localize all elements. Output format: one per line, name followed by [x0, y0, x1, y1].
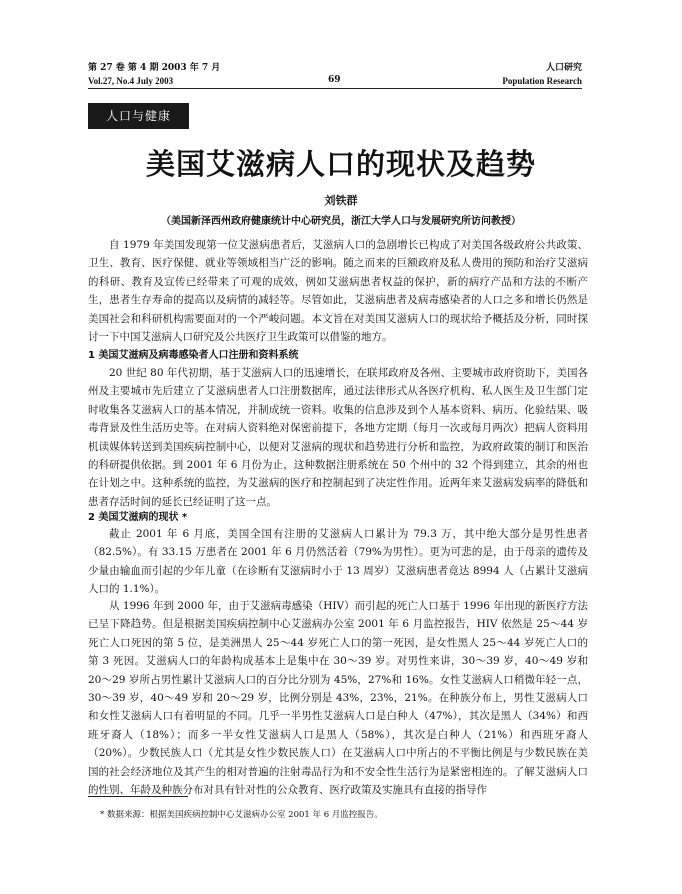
section-2-body-1	[88, 525, 588, 599]
author-affiliation: （美国新泽西州政府健康统计中心研究员，浙江大学人口与发展研究所访问教授）	[161, 216, 521, 227]
header-rule	[88, 88, 582, 89]
section-heading-2: 2 美国艾滋病的现状 *	[88, 512, 188, 523]
section-2-body-2	[88, 597, 588, 799]
column-tag: 人口与健康	[88, 103, 189, 129]
section-2-paragraph-2: 从 1996 年到 2000 年，由于艾滋病毒感染（HIV）而引起的死亡人口基于 1996 年出现的新医疗方法已呈下降趋势。但是根据美国疾病控制中心艾滋病办公室 2001 年 6 月监控报告，HIV 依然是 25～44 岁死亡人口死因的第 5 位，是美洲黑人 25～44 岁死亡人口的第一死因，是女性黑人 25～44 岁死亡人口的第 3 死因。艾滋病人口的年龄构成基本上是集中在 30～39 岁。对男性来讲，30～39 岁，40～49 岁和 20～29 岁所占男性累计艾滋病人口的百分比分别为 45%，27%和 16%。女性艾滋病人口稍微年轻一点，30～39 岁，40～49 岁和 20～29 岁，比例分别是 43%，23%，21%。在种族分布上，男性艾滋病人口和女性艾滋病人口有着明显的不同。几乎一半男性艾滋病人口是白种人（47%），其次是黑人（34%）和西班牙裔人（18%）；而多一半女性艾滋病人口是黑人（58%），其次是白种人（21%）和西班牙裔人（20%）。少数民族人口（尤其是女性少数民族人口）在艾滋病人口中所占的不平衡比例是与少数民族在美国的社会经济地位及其产生的相对普遍的注射毒品行为和不安全性生活行为是紧密相连的。了解艾滋病人口的性别、年龄及种族分布对具有针对性的公众教育、医疗政策及实施具有直接的指导作	[88, 600, 588, 797]
article-title: 美国艾滋病人口的现状及趋势	[145, 147, 536, 181]
abstract	[88, 236, 588, 346]
journal-name-cn: 人口研究	[545, 63, 582, 73]
section-heading-1: 1 美国艾滋病及病毒感染者人口注册和资料系统	[88, 350, 299, 361]
section-2-paragraph-1: 截止 2001 年 6 月底，美国全国有注册的艾滋病人口累计为 79.3 万，其中绝大部分是男性患者（82.5%）。有 33.15 万患者在 2001 年 6 月仍然活着（79%为男性）。更为可悲的是，由于母亲的遗传及少量由输血而引起的少年儿童（在诊断有艾滋病时小于 13 周岁）艾滋病患者竟达 8994 人（占累计艾滋病人口的 1.1%）。	[88, 528, 588, 596]
journal-header-right	[502, 62, 582, 88]
journal-header-left	[88, 62, 220, 88]
volume-issue-en: Vol.27, No.4 July 2003	[88, 76, 174, 86]
volume-issue-cn: 第 27 卷 第 4 期 2003 年 7 月	[88, 63, 221, 73]
footnote: * 数据来源：根据美国疾病控制中心艾滋病办公室 2001 年 6 月监控报告。	[100, 810, 383, 820]
page-number: 69	[328, 75, 341, 85]
journal-name-en: Population Research	[502, 76, 582, 86]
author-name: 刘铁群	[324, 194, 358, 207]
footnote-rule	[88, 796, 188, 797]
section-1-paragraph: 20 世纪 80 年代初期，基于艾滋病人口的迅速增长，在联邦政府及各州、主要城市政府资助下，美国各州及主要城市先后建立了艾滋病患者人口注册数据库，通过法律形式从各医疗机构、私人医生及卫生部门定时收集各艾滋病人口的基本情况，并制成统一资料。收集的信息涉及到个人基本资料、病历、化验结果、吸毒背景及性生活历史等。在对病人资料绝对保密前提下，各地方定期（每月一次或每月两次）把病人资料用机读媒体转送到美国疾病控制中心，以便对艾滋病的现状和趋势进行分析和监控，为政府政策的制订和医治的科研提供依据。到 2001 年 6 月份为止，这种数据注册系统在 50 个州中的 32 个得到建立，其余的州也在计划之中。这种系统的监控，为艾滋病的医疗和控制起到了决定性作用。近两年来艾滋病发病率的降低和患者存活时间的延长已经证明了这一点。	[88, 367, 588, 508]
section-1-body	[88, 364, 588, 511]
abstract-paragraph: 自 1979 年美国发现第一位艾滋病患者后，艾滋病人口的急剧增长已构成了对美国各级政府公共政策、卫生、教育、医疗保健、就业等领域相当广泛的影响。随之而来的巨额政府及私人费用的预防和治疗艾滋病的科研、教育及宣传已经带来了可观的成效，例如艾滋病患者权益的保护，新的病疗产品和方法的不断产生，患者生存寿命的提高以及病情的减轻等。尽管如此，艾滋病患者及病毒感染者的人口之多和增长仍然是美国社会和科研机构需要面对的一个严峻问题。本文旨在对美国艾滋病人口的现状给予概括及分析，同时探讨一下中国艾滋病人口研究及公共医疗卫生政策可以借鉴的地方。	[88, 239, 588, 344]
